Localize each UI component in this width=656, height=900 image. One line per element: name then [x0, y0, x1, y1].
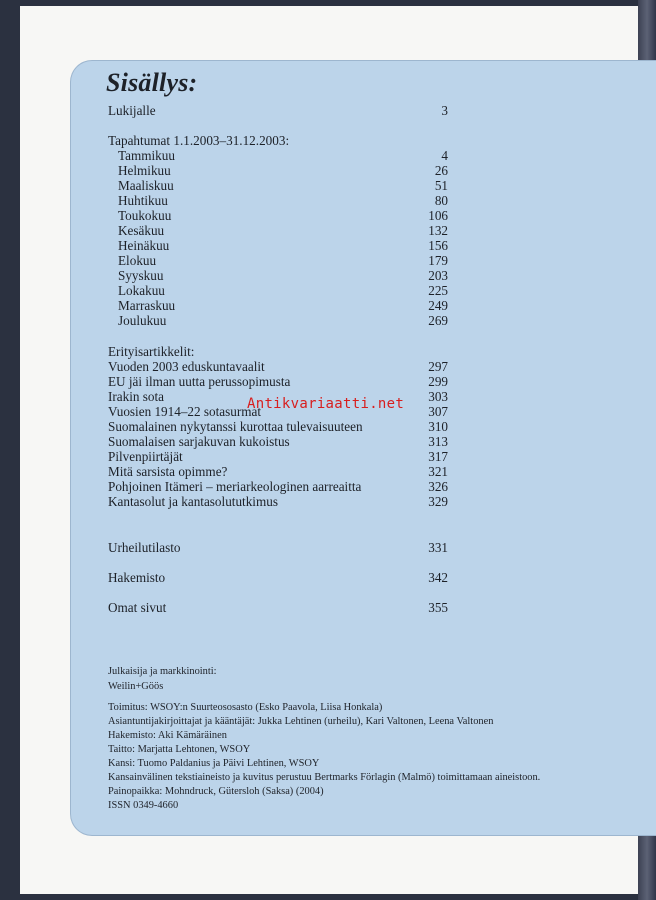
toc-entry-page: 299 — [428, 374, 448, 389]
toc-entry-label: Lukijalle — [108, 103, 156, 118]
toc-entry-label: Tammikuu — [118, 148, 175, 163]
toc-entry-article — [108, 494, 448, 510]
toc-entry-month — [108, 313, 448, 329]
toc-entry-page: 3 — [441, 103, 448, 118]
toc-entry-label: Marraskuu — [118, 298, 176, 313]
toc-entry-month — [108, 178, 448, 194]
colophon-line: Asiantuntijakirjoittajat ja kääntäjät: Jukka Lehtinen (urheilu), Kari Valtonen, Leena Valtonen — [108, 716, 494, 727]
toc-entry-page: 249 — [428, 298, 448, 313]
colophon-line: Taitto: Marjatta Lehtonen, WSOY — [108, 744, 251, 755]
toc-entry-page: 269 — [428, 313, 448, 328]
toc-entry-label: Pohjoinen Itämeri – meriarkeologinen aarreaitta — [108, 479, 362, 494]
toc-entry-page: 225 — [428, 283, 448, 298]
toc-entry-page: 331 — [428, 540, 448, 555]
toc-entry-month — [108, 193, 448, 209]
toc-entry-month — [108, 148, 448, 164]
toc-entry-section — [108, 570, 448, 586]
toc-entry-label: Maaliskuu — [118, 178, 174, 193]
toc-entry-label: Toukokuu — [118, 208, 172, 223]
toc-entry-label: Helmikuu — [118, 163, 171, 178]
toc-entry-label: Urheilutilasto — [108, 540, 181, 555]
toc-entry-article — [108, 374, 448, 390]
toc-entry-label: Lokakuu — [118, 283, 165, 298]
toc-entry-label: Hakemisto — [108, 570, 166, 585]
toc-entry-month — [108, 208, 448, 224]
toc-entry-page: 317 — [428, 449, 448, 464]
toc-entry-intro — [108, 103, 448, 119]
toc-entry-article — [108, 464, 448, 480]
toc-entry-page: 26 — [434, 163, 448, 178]
toc-entry-label: Vuosien 1914–22 sotasurmat — [108, 404, 262, 419]
toc-entry-section — [108, 600, 448, 616]
toc-entry-label: Vuoden 2003 eduskuntavaalit — [108, 359, 265, 374]
toc-entry-page: 203 — [428, 268, 448, 283]
publisher-name: Weilin+Göös — [108, 681, 164, 692]
toc-entry-page: 326 — [428, 479, 448, 494]
toc-entry-page: 297 — [428, 359, 448, 374]
toc-entry-page: 321 — [428, 464, 448, 479]
colophon-line: Kansi: Tuomo Paldanius ja Päivi Lehtinen, WSOY — [108, 758, 320, 769]
toc-entry-month — [108, 283, 448, 299]
toc-entry-month — [108, 268, 448, 284]
toc-entry-label: Pilvenpiirtäjät — [108, 449, 183, 464]
toc-entry-label: Kantasolut ja kantasolututkimus — [108, 494, 278, 509]
toc-entry-label: Joulukuu — [118, 313, 167, 328]
toc-entry-page: 106 — [428, 208, 448, 223]
toc-entry-month — [108, 238, 448, 254]
toc-entry-label: Kesäkuu — [118, 223, 165, 238]
toc-entry-page: 179 — [428, 253, 448, 268]
page-title: Sisällys: — [106, 68, 198, 97]
colophon-line: ISSN 0349-4660 — [108, 800, 179, 811]
toc-entry-page: 310 — [428, 419, 448, 434]
toc-entry-label: Syyskuu — [118, 268, 164, 283]
watermark: Antikvariaatti.net — [247, 396, 405, 412]
toc-entry-month — [108, 298, 448, 314]
toc-entry-article — [108, 434, 448, 450]
publisher-heading: Julkaisija ja markkinointi: — [108, 666, 217, 677]
toc-entry-label: Suomalainen nykytanssi kurottaa tulevaisuuteen — [108, 419, 363, 434]
colophon-line: Painopaikka: Mohndruck, Gütersloh (Saksa) (2004) — [108, 786, 324, 797]
articles-heading: Erityisartikkelit: — [108, 344, 195, 359]
toc-entry-page: 303 — [428, 389, 448, 404]
toc-entry-article — [108, 479, 448, 495]
toc-entry-month — [108, 253, 448, 269]
toc-entry-page: 51 — [434, 178, 448, 193]
toc-entry-label: Elokuu — [118, 253, 157, 268]
events-heading: Tapahtumat 1.1.2003–31.12.2003: — [108, 133, 290, 148]
colophon-line: Kansainvälinen tekstiaineisto ja kuvitus perustuu Bertmarks Förlagin (Malmö) toimittamaan aineistoon. — [108, 772, 541, 783]
colophon-line: Toimitus: WSOY:n Suurteososasto (Esko Paavola, Liisa Honkala) — [108, 702, 383, 713]
toc-entry-page: 4 — [441, 148, 448, 163]
toc-entry-label: Mitä sarsista opimme? — [108, 464, 228, 479]
toc-entry-article — [108, 359, 448, 375]
toc-entry-article — [108, 449, 448, 465]
toc-entry-label: Suomalaisen sarjakuvan kukoistus — [108, 434, 290, 449]
toc-entry-label: Omat sivut — [108, 600, 167, 615]
toc-entry-page: 329 — [428, 494, 448, 509]
toc-entry-label: Heinäkuu — [118, 238, 170, 253]
toc-entry-month — [108, 223, 448, 239]
toc-entry-label: Huhtikuu — [118, 193, 168, 208]
colophon-line: Hakemisto: Aki Kämäräinen — [108, 730, 227, 741]
toc-entry-section — [108, 540, 448, 556]
toc-entry-page: 80 — [434, 193, 448, 208]
toc-entry-page: 355 — [428, 600, 448, 615]
toc-entry-label: EU jäi ilman uutta perussopimusta — [108, 374, 291, 389]
toc-entry-page: 342 — [428, 570, 448, 585]
toc-entry-page: 313 — [428, 434, 448, 449]
toc-entry-page: 132 — [428, 223, 448, 238]
toc-entry-label: Irakin sota — [108, 389, 165, 404]
toc-entry-page: 307 — [428, 404, 448, 419]
toc-entry-article — [108, 419, 448, 435]
toc-entry-month — [108, 163, 448, 179]
toc-entry-page: 156 — [428, 238, 448, 253]
